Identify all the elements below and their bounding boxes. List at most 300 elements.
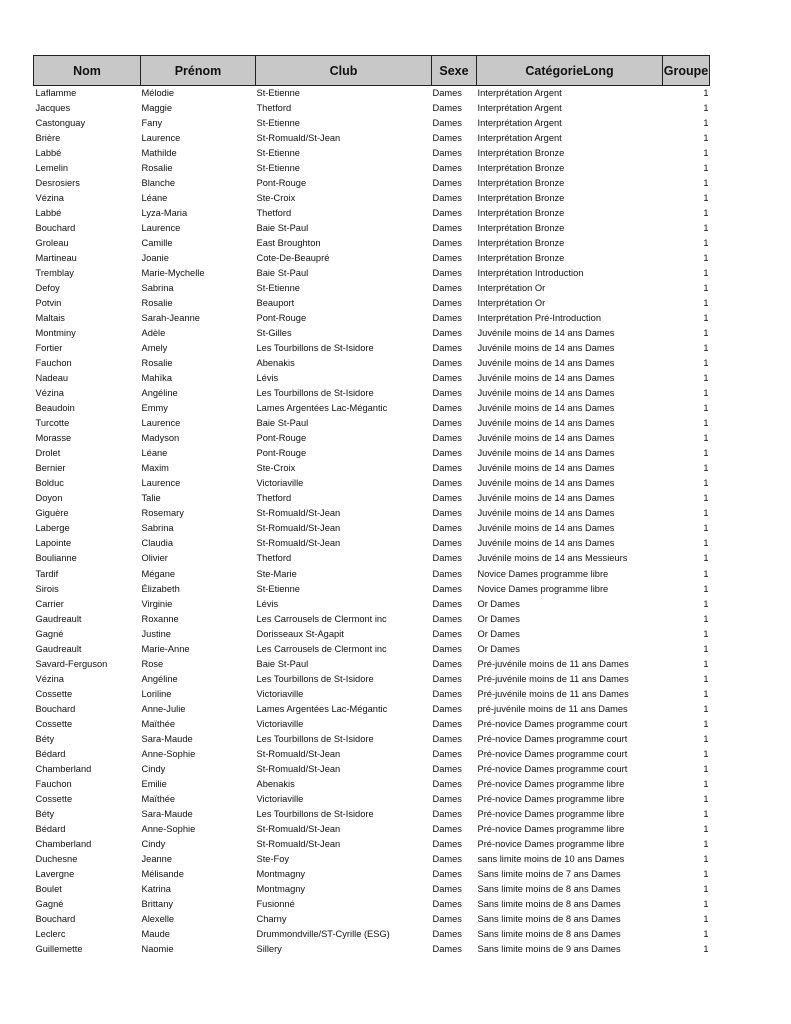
cell-sexe: Dames bbox=[432, 148, 462, 159]
table-row bbox=[34, 326, 710, 341]
cell-categorie: Interprétation Introduction bbox=[477, 268, 584, 279]
cell-categorie: Juvénile moins de 14 ans Messieurs bbox=[477, 553, 628, 564]
cell-club: St-Romuald/St-Jean bbox=[256, 838, 341, 849]
table-row bbox=[34, 446, 710, 461]
cell-club: Pont-Rouge bbox=[256, 448, 307, 459]
cell-groupe: 1 bbox=[703, 253, 709, 264]
cell-club: Ste-Foy bbox=[256, 853, 290, 864]
cell-club: Les Tourbillons de St-Isidore bbox=[256, 808, 374, 819]
cell-prenom: Angéline bbox=[141, 388, 178, 399]
cell-categorie: Juvénile moins de 14 ans Dames bbox=[477, 328, 615, 339]
cell-club: Drummondville/ST-Cyrille (ESG) bbox=[256, 928, 390, 939]
table-row bbox=[34, 266, 710, 281]
table-row bbox=[34, 852, 710, 867]
cell-prenom: Blanche bbox=[141, 178, 176, 189]
cell-nom: Vézina bbox=[35, 193, 64, 204]
table-row bbox=[34, 792, 710, 807]
cell-club: Dorisseaux St-Agapit bbox=[256, 628, 344, 639]
cell-prenom: Mélisande bbox=[141, 868, 184, 879]
cell-categorie: Sans limite moins de 8 ans Dames bbox=[477, 898, 621, 909]
cell-club: St-Etienne bbox=[256, 283, 300, 294]
cell-sexe: Dames bbox=[432, 358, 462, 369]
table-row bbox=[34, 101, 710, 116]
table-row bbox=[34, 732, 710, 747]
cell-prenom: Rose bbox=[141, 658, 164, 669]
cell-club: Fusionné bbox=[256, 898, 295, 909]
cell-club: Baie St-Paul bbox=[256, 658, 309, 669]
cell-prenom: Emilie bbox=[141, 778, 167, 789]
table-row bbox=[34, 146, 710, 161]
cell-categorie: Interprétation Argent bbox=[477, 103, 562, 114]
cell-club: Victoriaville bbox=[256, 793, 304, 804]
table-row bbox=[34, 161, 710, 176]
cell-nom: Maltais bbox=[35, 313, 65, 324]
table-row bbox=[34, 837, 710, 852]
table-row bbox=[34, 762, 710, 777]
cell-categorie: Juvénile moins de 14 ans Dames bbox=[477, 358, 615, 369]
table-row bbox=[34, 942, 710, 957]
table-row bbox=[34, 822, 710, 837]
cell-nom: Bédard bbox=[35, 823, 66, 834]
cell-sexe: Dames bbox=[432, 208, 462, 219]
cell-categorie: Interprétation Bronze bbox=[477, 178, 565, 189]
cell-categorie: Or Dames bbox=[477, 598, 520, 609]
cell-sexe: Dames bbox=[432, 253, 462, 264]
table-row bbox=[34, 116, 710, 131]
cell-prenom: Laurence bbox=[141, 478, 181, 489]
cell-groupe: 1 bbox=[703, 883, 709, 894]
table-row bbox=[34, 431, 710, 446]
cell-categorie: Juvénile moins de 14 ans Dames bbox=[477, 403, 615, 414]
cell-sexe: Dames bbox=[432, 523, 462, 534]
cell-nom: Bolduc bbox=[35, 478, 64, 489]
cell-categorie: Pré-novice Dames programme libre bbox=[477, 838, 625, 849]
cell-prenom: Mégane bbox=[141, 568, 176, 579]
cell-sexe: Dames bbox=[432, 508, 462, 519]
cell-nom: Cossette bbox=[35, 718, 73, 729]
cell-categorie: Pré-novice Dames programme court bbox=[477, 763, 628, 774]
cell-groupe: 1 bbox=[703, 568, 709, 579]
cell-groupe: 1 bbox=[703, 238, 709, 249]
cell-prenom: Maxim bbox=[141, 463, 169, 474]
cell-prenom: Laurence bbox=[141, 223, 181, 234]
cell-groupe: 1 bbox=[703, 613, 709, 624]
cell-nom: Cossette bbox=[35, 688, 73, 699]
table-row bbox=[34, 897, 710, 912]
cell-sexe: Dames bbox=[432, 763, 462, 774]
table-row bbox=[34, 551, 710, 566]
cell-nom: Defoy bbox=[35, 283, 60, 294]
table-row bbox=[34, 401, 710, 416]
table-row bbox=[34, 476, 710, 491]
cell-prenom: Sara-Maude bbox=[141, 808, 193, 819]
cell-groupe: 1 bbox=[703, 343, 709, 354]
cell-sexe: Dames bbox=[432, 928, 462, 939]
cell-categorie: Juvénile moins de 14 ans Dames bbox=[477, 418, 615, 429]
cell-categorie: Sans limite moins de 8 ans Dames bbox=[477, 928, 621, 939]
cell-club: Montmagny bbox=[256, 868, 306, 879]
cell-groupe: 1 bbox=[703, 943, 709, 954]
cell-sexe: Dames bbox=[432, 823, 462, 834]
cell-club: Thetford bbox=[256, 103, 292, 114]
cell-prenom: Cindy bbox=[141, 763, 166, 774]
cell-prenom: Maude bbox=[141, 928, 170, 939]
cell-club: Les Tourbillons de St-Isidore bbox=[256, 673, 374, 684]
cell-club: St-Etienne bbox=[256, 148, 300, 159]
cell-categorie: Pré-juvénile moins de 11 ans Dames bbox=[477, 658, 629, 669]
cell-sexe: Dames bbox=[432, 178, 462, 189]
table-row bbox=[34, 867, 710, 882]
cell-categorie: Interprétation Bronze bbox=[477, 148, 565, 159]
cell-categorie: Interprétation Argent bbox=[477, 118, 562, 129]
cell-sexe: Dames bbox=[432, 613, 462, 624]
cell-sexe: Dames bbox=[432, 658, 462, 669]
cell-nom: Gaudreault bbox=[35, 643, 82, 654]
cell-club: Ste-Croix bbox=[256, 193, 296, 204]
cell-club: Abenakis bbox=[256, 778, 295, 789]
cell-prenom: Élizabeth bbox=[141, 583, 180, 594]
cell-club: Lames Argentées Lac-Mégantic bbox=[256, 403, 388, 414]
cell-nom: Laberge bbox=[35, 523, 70, 534]
cell-groupe: 1 bbox=[703, 838, 709, 849]
cell-groupe: 1 bbox=[703, 628, 709, 639]
cell-club: St-Romuald/St-Jean bbox=[256, 523, 341, 534]
cell-categorie: Pré-novice Dames programme libre bbox=[477, 793, 625, 804]
cell-sexe: Dames bbox=[432, 733, 462, 744]
cell-sexe: Dames bbox=[432, 898, 462, 909]
cell-prenom: Naomie bbox=[141, 943, 174, 954]
cell-groupe: 1 bbox=[703, 133, 709, 144]
cell-prenom: Camille bbox=[141, 238, 173, 249]
cell-categorie: Sans limite moins de 7 ans Dames bbox=[477, 868, 621, 879]
cell-nom: Guillemette bbox=[35, 943, 83, 954]
cell-prenom: Maggie bbox=[141, 103, 172, 114]
cell-nom: Doyon bbox=[35, 493, 63, 504]
cell-categorie: Sans limite moins de 8 ans Dames bbox=[477, 883, 621, 894]
cell-sexe: Dames bbox=[432, 448, 462, 459]
cell-club: St-Romuald/St-Jean bbox=[256, 823, 341, 834]
cell-sexe: Dames bbox=[432, 478, 462, 489]
cell-categorie: Interprétation Bronze bbox=[477, 163, 565, 174]
cell-categorie: Or Dames bbox=[477, 628, 520, 639]
cell-categorie: Juvénile moins de 14 ans Dames bbox=[477, 433, 615, 444]
table-row bbox=[34, 672, 710, 687]
cell-sexe: Dames bbox=[432, 388, 462, 399]
cell-categorie: Pré-novice Dames programme libre bbox=[477, 808, 625, 819]
cell-categorie: Interprétation Or bbox=[477, 283, 546, 294]
cell-groupe: 1 bbox=[703, 208, 709, 219]
cell-sexe: Dames bbox=[432, 493, 462, 504]
table-row bbox=[34, 582, 710, 597]
cell-prenom: Brittany bbox=[141, 898, 174, 909]
cell-club: East Broughton bbox=[256, 238, 321, 249]
cell-groupe: 1 bbox=[703, 118, 709, 129]
cell-prenom: Sabrina bbox=[141, 523, 174, 534]
cell-club: Les Tourbillons de St-Isidore bbox=[256, 343, 374, 354]
cell-club: Ste-Marie bbox=[256, 568, 297, 579]
cell-groupe: 1 bbox=[703, 823, 709, 834]
table-row bbox=[34, 687, 710, 702]
cell-sexe: Dames bbox=[432, 583, 462, 594]
cell-sexe: Dames bbox=[432, 748, 462, 759]
table-body bbox=[34, 86, 710, 957]
cell-club: Lévis bbox=[256, 373, 279, 384]
cell-nom: Tremblay bbox=[35, 268, 74, 279]
cell-nom: Vézina bbox=[35, 673, 64, 684]
cell-nom: Chamberland bbox=[35, 838, 92, 849]
cell-categorie: Pré-novice Dames programme court bbox=[477, 718, 628, 729]
cell-groupe: 1 bbox=[703, 523, 709, 534]
cell-categorie: Novice Dames programme libre bbox=[477, 583, 609, 594]
cell-sexe: Dames bbox=[432, 688, 462, 699]
cell-sexe: Dames bbox=[432, 598, 462, 609]
cell-prenom: Rosalie bbox=[141, 163, 173, 174]
cell-prenom: Anne-Sophie bbox=[141, 823, 196, 834]
cell-nom: Carrier bbox=[35, 598, 64, 609]
table-row bbox=[34, 176, 710, 191]
table-row bbox=[34, 251, 710, 266]
table-row bbox=[34, 807, 710, 822]
cell-categorie: Interprétation Bronze bbox=[477, 208, 565, 219]
cell-nom: Nadeau bbox=[35, 373, 69, 384]
cell-categorie: Juvénile moins de 14 ans Dames bbox=[477, 478, 615, 489]
cell-prenom: Angéline bbox=[141, 673, 178, 684]
cell-prenom: Katrina bbox=[141, 883, 171, 894]
cell-categorie: Pré-novice Dames programme court bbox=[477, 748, 628, 759]
cell-categorie: Pré-novice Dames programme libre bbox=[477, 823, 625, 834]
table-row bbox=[34, 521, 710, 536]
cell-sexe: Dames bbox=[432, 433, 462, 444]
cell-prenom: Loriline bbox=[141, 688, 172, 699]
cell-prenom: Madyson bbox=[141, 433, 180, 444]
table-row bbox=[34, 386, 710, 401]
cell-club: Thetford bbox=[256, 493, 292, 504]
cell-nom: Bouchard bbox=[35, 913, 76, 924]
cell-groupe: 1 bbox=[703, 718, 709, 729]
cell-club: St-Romuald/St-Jean bbox=[256, 748, 341, 759]
cell-prenom: Rosalie bbox=[141, 358, 173, 369]
cell-nom: Lavergne bbox=[35, 868, 75, 879]
cell-nom: Brière bbox=[35, 133, 61, 144]
cell-sexe: Dames bbox=[432, 463, 462, 474]
cell-categorie: Pré-juvénile moins de 11 ans Dames bbox=[477, 688, 629, 699]
cell-prenom: Sarah-Jeanne bbox=[141, 313, 200, 324]
cell-nom: Bernier bbox=[35, 463, 66, 474]
cell-nom: Savard-Ferguson bbox=[35, 658, 108, 669]
cell-prenom: Rosalie bbox=[141, 298, 173, 309]
cell-groupe: 1 bbox=[703, 163, 709, 174]
cell-club: Beauport bbox=[256, 298, 295, 309]
cell-categorie: Juvénile moins de 14 ans Dames bbox=[477, 343, 615, 354]
cell-prenom: Sara-Maude bbox=[141, 733, 193, 744]
cell-groupe: 1 bbox=[703, 373, 709, 384]
cell-sexe: Dames bbox=[432, 343, 462, 354]
cell-nom: Leclerc bbox=[35, 928, 66, 939]
header-nom: Nom bbox=[34, 56, 141, 86]
cell-groupe: 1 bbox=[703, 448, 709, 459]
cell-club: Baie St-Paul bbox=[256, 268, 309, 279]
table-row bbox=[34, 221, 710, 236]
cell-groupe: 1 bbox=[703, 793, 709, 804]
cell-groupe: 1 bbox=[703, 538, 709, 549]
cell-sexe: Dames bbox=[432, 103, 462, 114]
cell-club: St-Etienne bbox=[256, 88, 300, 98]
cell-groupe: 1 bbox=[703, 463, 709, 474]
table-row bbox=[34, 341, 710, 356]
cell-categorie: Interprétation Or bbox=[477, 298, 546, 309]
cell-sexe: Dames bbox=[432, 88, 462, 98]
cell-sexe: Dames bbox=[432, 373, 462, 384]
cell-prenom: Maïthée bbox=[141, 793, 176, 804]
cell-nom: Potvin bbox=[35, 298, 62, 309]
cell-groupe: 1 bbox=[703, 328, 709, 339]
table-row bbox=[34, 236, 710, 251]
table-row bbox=[34, 491, 710, 506]
header-prenom: Prénom bbox=[141, 56, 256, 86]
cell-prenom: Sabrina bbox=[141, 283, 174, 294]
cell-prenom: Emmy bbox=[141, 403, 168, 414]
table-row bbox=[34, 281, 710, 296]
cell-sexe: Dames bbox=[432, 418, 462, 429]
cell-prenom: Roxanne bbox=[141, 613, 179, 624]
cell-categorie: Or Dames bbox=[477, 613, 520, 624]
cell-groupe: 1 bbox=[703, 868, 709, 879]
header-sexe: Sexe bbox=[432, 56, 477, 86]
cell-nom: Bouchard bbox=[35, 223, 76, 234]
table-row bbox=[34, 747, 710, 762]
cell-sexe: Dames bbox=[432, 718, 462, 729]
cell-prenom: Mathilde bbox=[141, 148, 177, 159]
table-row bbox=[34, 612, 710, 627]
cell-groupe: 1 bbox=[703, 298, 709, 309]
cell-categorie: Pré-novice Dames programme libre bbox=[477, 778, 625, 789]
cell-nom: Tardif bbox=[35, 568, 59, 579]
cell-groupe: 1 bbox=[703, 853, 709, 864]
table-row bbox=[34, 296, 710, 311]
cell-categorie: Juvénile moins de 14 ans Dames bbox=[477, 448, 615, 459]
cell-categorie: Juvénile moins de 14 ans Dames bbox=[477, 388, 615, 399]
cell-groupe: 1 bbox=[703, 358, 709, 369]
cell-groupe: 1 bbox=[703, 748, 709, 759]
cell-groupe: 1 bbox=[703, 388, 709, 399]
cell-prenom: Anne-Sophie bbox=[141, 748, 196, 759]
cell-prenom: Léane bbox=[141, 193, 168, 204]
table-row bbox=[34, 461, 710, 476]
cell-categorie: Interprétation Argent bbox=[477, 88, 562, 98]
cell-sexe: Dames bbox=[432, 793, 462, 804]
cell-groupe: 1 bbox=[703, 223, 709, 234]
cell-sexe: Dames bbox=[432, 403, 462, 414]
cell-sexe: Dames bbox=[432, 673, 462, 684]
table-row bbox=[34, 702, 710, 717]
cell-nom: Fortier bbox=[35, 343, 63, 354]
table-row bbox=[34, 536, 710, 551]
cell-club: Baie St-Paul bbox=[256, 223, 309, 234]
cell-nom: Gagné bbox=[35, 628, 64, 639]
cell-sexe: Dames bbox=[432, 553, 462, 564]
cell-club: Pont-Rouge bbox=[256, 178, 307, 189]
cell-club: Ste-Croix bbox=[256, 463, 296, 474]
cell-groupe: 1 bbox=[703, 508, 709, 519]
cell-nom: Giguère bbox=[35, 508, 69, 519]
cell-sexe: Dames bbox=[432, 568, 462, 579]
cell-nom: Martineau bbox=[35, 253, 77, 264]
cell-prenom: Joanie bbox=[141, 253, 169, 264]
table-row bbox=[34, 131, 710, 146]
cell-sexe: Dames bbox=[432, 163, 462, 174]
cell-club: Les Carrousels de Clermont inc bbox=[256, 613, 387, 624]
cell-groupe: 1 bbox=[703, 418, 709, 429]
cell-prenom: Cindy bbox=[141, 838, 166, 849]
cell-nom: Bouchard bbox=[35, 703, 76, 714]
cell-groupe: 1 bbox=[703, 313, 709, 324]
cell-club: Cote-De-Beaupré bbox=[256, 253, 330, 264]
table-row bbox=[34, 642, 710, 657]
cell-nom: Castonguay bbox=[35, 118, 86, 129]
cell-sexe: Dames bbox=[432, 778, 462, 789]
cell-nom: Fauchon bbox=[35, 778, 72, 789]
cell-sexe: Dames bbox=[432, 838, 462, 849]
cell-club: Thetford bbox=[256, 208, 292, 219]
cell-groupe: 1 bbox=[703, 658, 709, 669]
cell-nom: Gagné bbox=[35, 898, 64, 909]
cell-categorie: Interprétation Bronze bbox=[477, 193, 565, 204]
cell-club: Victoriaville bbox=[256, 688, 304, 699]
cell-groupe: 1 bbox=[703, 103, 709, 114]
cell-nom: Gaudreault bbox=[35, 613, 82, 624]
cell-sexe: Dames bbox=[432, 193, 462, 204]
header-categorie: CatégorieLong bbox=[477, 56, 663, 86]
cell-categorie: Pré-juvénile moins de 11 ans Dames bbox=[477, 673, 629, 684]
table-row bbox=[34, 506, 710, 521]
cell-club: Montmagny bbox=[256, 883, 306, 894]
table-row bbox=[34, 597, 710, 612]
cell-categorie: sans limite moins de 10 ans Dames bbox=[477, 853, 625, 864]
cell-nom: Cossette bbox=[35, 793, 73, 804]
cell-nom: Duchesne bbox=[35, 853, 78, 864]
table-row bbox=[34, 657, 710, 672]
cell-nom: Drolet bbox=[35, 448, 61, 459]
cell-groupe: 1 bbox=[703, 733, 709, 744]
cell-club: St-Etienne bbox=[256, 163, 300, 174]
cell-groupe: 1 bbox=[703, 808, 709, 819]
cell-sexe: Dames bbox=[432, 283, 462, 294]
cell-groupe: 1 bbox=[703, 778, 709, 789]
cell-sexe: Dames bbox=[432, 943, 462, 954]
cell-nom: Fauchon bbox=[35, 358, 72, 369]
cell-categorie: Juvénile moins de 14 ans Dames bbox=[477, 508, 615, 519]
table-row bbox=[34, 356, 710, 371]
cell-nom: Laflamme bbox=[35, 88, 77, 98]
cell-sexe: Dames bbox=[432, 913, 462, 924]
cell-prenom: Anne-Julie bbox=[141, 703, 186, 714]
cell-nom: Béty bbox=[35, 733, 55, 744]
cell-groupe: 1 bbox=[703, 688, 709, 699]
header-club: Club bbox=[256, 56, 432, 86]
cell-club: Les Tourbillons de St-Isidore bbox=[256, 733, 374, 744]
cell-club: St-Romuald/St-Jean bbox=[256, 538, 341, 549]
table-row bbox=[34, 882, 710, 897]
cell-nom: Desrosiers bbox=[35, 178, 80, 189]
cell-groupe: 1 bbox=[703, 433, 709, 444]
cell-sexe: Dames bbox=[432, 703, 462, 714]
cell-sexe: Dames bbox=[432, 268, 462, 279]
cell-prenom: Fany bbox=[141, 118, 163, 129]
cell-club: Lames Argentées Lac-Mégantic bbox=[256, 703, 388, 714]
cell-groupe: 1 bbox=[703, 898, 709, 909]
cell-categorie: Interprétation Pré-Introduction bbox=[477, 313, 602, 324]
cell-nom: Sirois bbox=[35, 583, 59, 594]
